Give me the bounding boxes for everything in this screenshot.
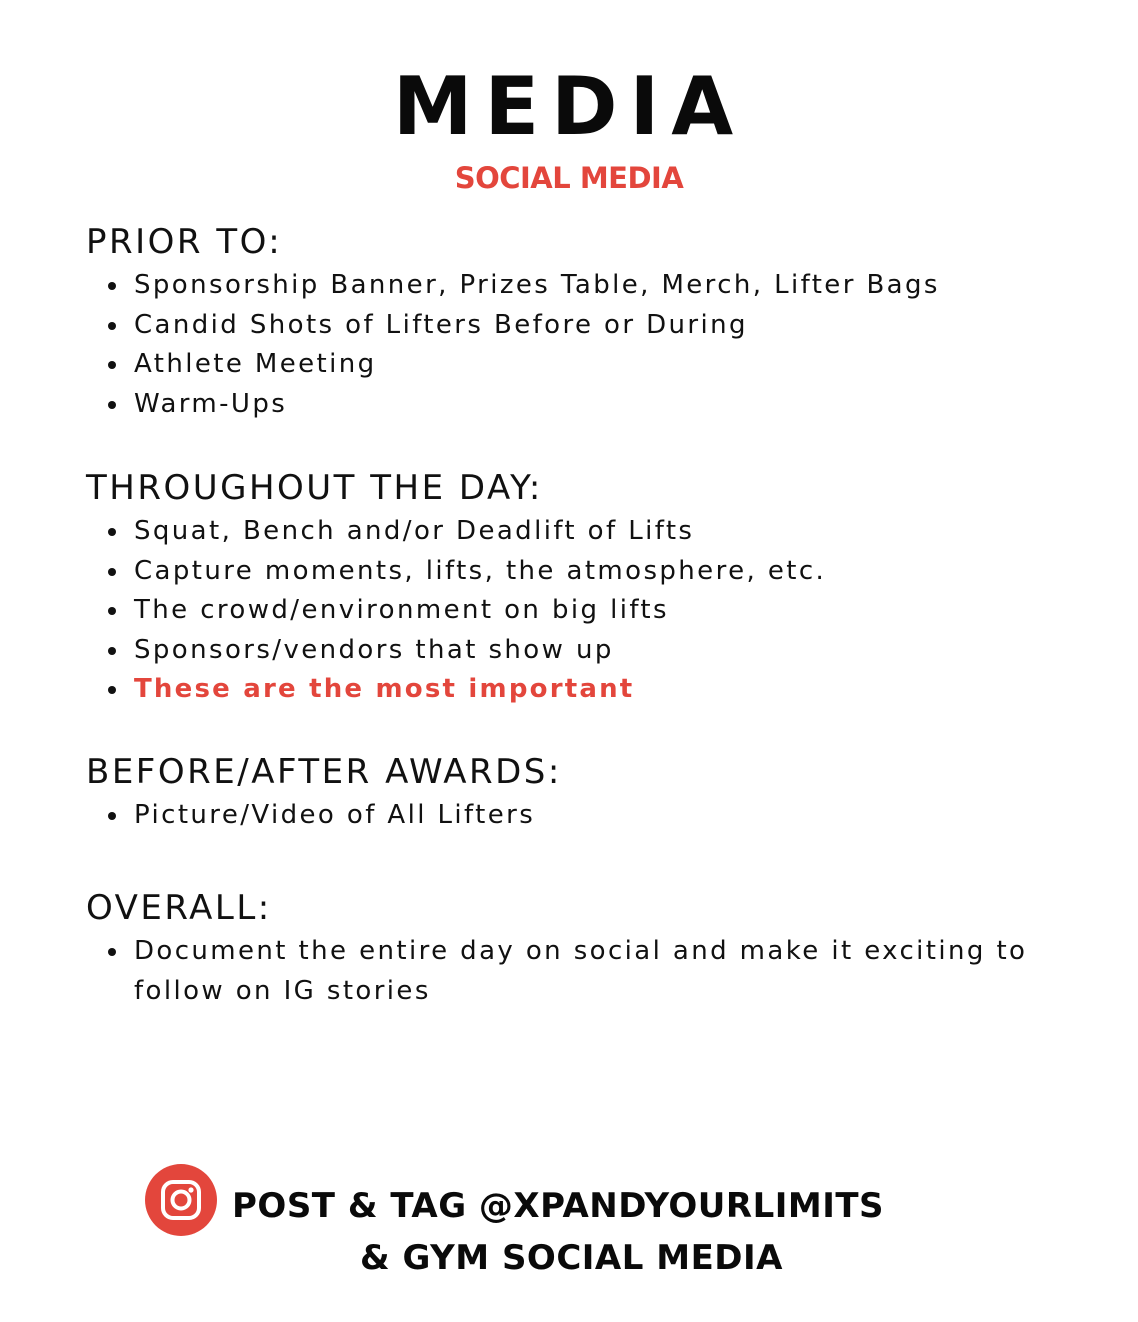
- list-item: Picture/Video of All Lifters: [86, 796, 1126, 836]
- list-item: Candid Shots of Lifters Before or During: [86, 306, 1126, 346]
- section-before-after-awards: [86, 750, 1126, 836]
- instagram-icon[interactable]: [145, 1164, 217, 1236]
- section-overall: [86, 886, 1126, 1011]
- section-heading: PRIOR TO:: [86, 222, 283, 262]
- list-item: Sponsors/vendors that show up: [86, 631, 1126, 671]
- list-item-highlight: These are the most important: [86, 670, 1126, 710]
- list-item: Athlete Meeting: [86, 345, 1126, 385]
- bullet-list: [86, 796, 1126, 836]
- section-heading: BEFORE/AFTER AWARDS:: [86, 752, 562, 792]
- list-item: Document the entire day on social and make it exciting to follow on IG stories: [86, 932, 1126, 1011]
- section-throughout-the-day: [86, 466, 1126, 710]
- page-subtitle: SOCIAL MEDIA: [454, 161, 684, 195]
- bullet-list: [86, 266, 1126, 424]
- section-heading: OVERALL:: [86, 888, 272, 928]
- list-item: Warm-Ups: [86, 385, 1126, 425]
- footer-gym-line: & GYM SOCIAL MEDIA: [360, 1238, 783, 1278]
- list-item: Sponsorship Banner, Prizes Table, Merch, Lifter Bags: [86, 266, 1126, 306]
- bullet-list: [86, 512, 1126, 710]
- footer-tag-line: POST & TAG @XPANDYOURLIMITS: [232, 1186, 885, 1226]
- list-item: Capture moments, lifts, the atmosphere, etc.: [86, 552, 1126, 592]
- section-prior-to: [86, 220, 1126, 424]
- list-item: Squat, Bench and/or Deadlift of Lifts: [86, 512, 1126, 552]
- footer-cta: [0, 1160, 1138, 1280]
- bullet-list: [86, 932, 1126, 1011]
- instagram-glyph: [159, 1178, 203, 1222]
- list-item: The crowd/environment on big lifts: [86, 591, 1126, 631]
- page-title: MEDIA: [392, 60, 746, 153]
- section-heading: THROUGHOUT THE DAY:: [86, 468, 543, 508]
